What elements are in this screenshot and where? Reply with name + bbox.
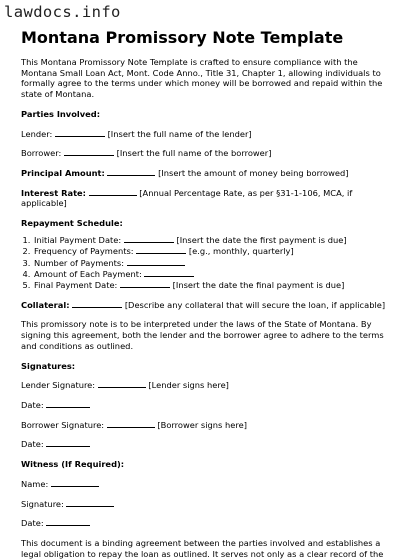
collateral-label: Collateral: [21,299,70,310]
principal-blank[interactable] [107,167,155,176]
collateral-line [21,299,391,311]
principal-hint: [Insert the amount of money being borrowed] [158,167,349,178]
repayment-item [33,279,391,290]
repayment-blank[interactable] [136,245,186,254]
lender-date-blank[interactable] [46,399,90,408]
repayment-blank[interactable] [144,268,194,277]
signatures-heading: Signatures: [21,360,76,371]
witness-signature-label: Signature: [21,498,64,509]
document-title: Montana Promissory Note Template [21,28,344,47]
parties-heading: Parties Involved: [21,108,101,119]
interest-label: Interest Rate: [21,187,86,198]
lender-line [21,128,391,140]
borrower-line [21,147,391,159]
principal-label: Principal Amount: [21,167,105,178]
lender-hint: [Insert the full name of the lender] [107,128,252,139]
witness-signature-line [21,498,391,510]
repayment-blank[interactable] [127,257,185,266]
date-label: Date: [21,439,44,450]
borrower-signature-line [21,419,391,431]
lender-signature-label: Lender Signature: [21,380,96,391]
intro-paragraph: This Montana Promissory Note Template is crafted to ensure compliance with the Montana Small Loan Act, Mont. Code Anno., Title 31, Chapter 1, allowing individuals to formally agree to the terms under which money will be borrowed and repaid within the state of Montana. [21,57,383,100]
borrower-signature-hint: [Borrower signs here] [157,419,247,430]
interest-hint: [Annual Percentage Rate, as per §31-1-106, MCA, if applicable] [21,187,353,209]
date-label: Date: [21,399,44,410]
interest-blank[interactable] [89,187,137,196]
witness-date-label: Date: [21,518,44,529]
repayment-item [33,257,391,268]
lender-blank[interactable] [55,128,105,137]
repayment-item [33,268,391,279]
lender-signature-blank[interactable] [98,379,146,388]
repayment-blank[interactable] [120,279,170,288]
collateral-blank[interactable] [72,299,122,308]
repayment-item-label: Number of Payments: [34,257,125,268]
repayment-item-hint: [e.g., monthly, quarterly] [188,246,294,257]
borrower-hint: [Insert the full name of the borrower] [116,148,272,159]
witness-heading: Witness (If Required): [21,459,125,470]
borrower-signature-label: Borrower Signature: [21,419,105,430]
repayment-blank[interactable] [124,234,174,243]
document-body [21,28,391,559]
lender-date-line [21,399,391,411]
witness-name-line [21,478,391,490]
closing-paragraph: This document is a binding agreement between the parties involved and establishes a legal obligation to repay the loan as outlined. It serves not only as a clear record of the [21,537,384,559]
borrower-date-blank[interactable] [46,438,90,447]
repayment-item-hint: [Insert the date the first payment is due] [176,234,347,245]
repayment-item-label: Initial Payment Date: [34,234,122,245]
lender-signature-hint: [Lender signs here] [148,380,229,391]
collateral-hint: [Describe any collateral that will secure the loan, if applicable] [124,299,386,310]
borrower-signature-blank[interactable] [107,419,155,428]
repayment-item [33,245,391,256]
borrower-blank[interactable] [64,147,114,156]
repayment-item-label: Amount of Each Payment: [34,268,142,279]
witness-date-line [21,517,391,529]
repayment-heading: Repayment Schedule: [21,218,123,229]
witness-name-label: Name: [21,478,49,489]
principal-line [21,167,391,179]
borrower-label: Borrower: [21,148,62,159]
witness-date-blank[interactable] [46,517,90,526]
repayment-list [21,234,391,291]
witness-name-blank[interactable] [51,478,99,487]
lender-signature-line [21,379,391,391]
witness-signature-blank[interactable] [66,498,114,507]
site-watermark: lawdocs.info [4,3,121,21]
repayment-item-hint: [Insert the date the final payment is due] [172,280,345,291]
lender-label: Lender: [21,128,53,139]
governing-law-paragraph: This promissory note is to be interpreted under the laws of the State of Montana. By signing this agreement, both the lender and the borrower agree to adhere to the terms and conditions as outlined. [21,319,384,351]
interest-line [21,187,391,209]
repayment-item [33,234,391,245]
repayment-item-label: Frequency of Payments: [34,246,134,257]
repayment-item-label: Final Payment Date: [34,280,118,291]
borrower-date-line [21,438,391,450]
